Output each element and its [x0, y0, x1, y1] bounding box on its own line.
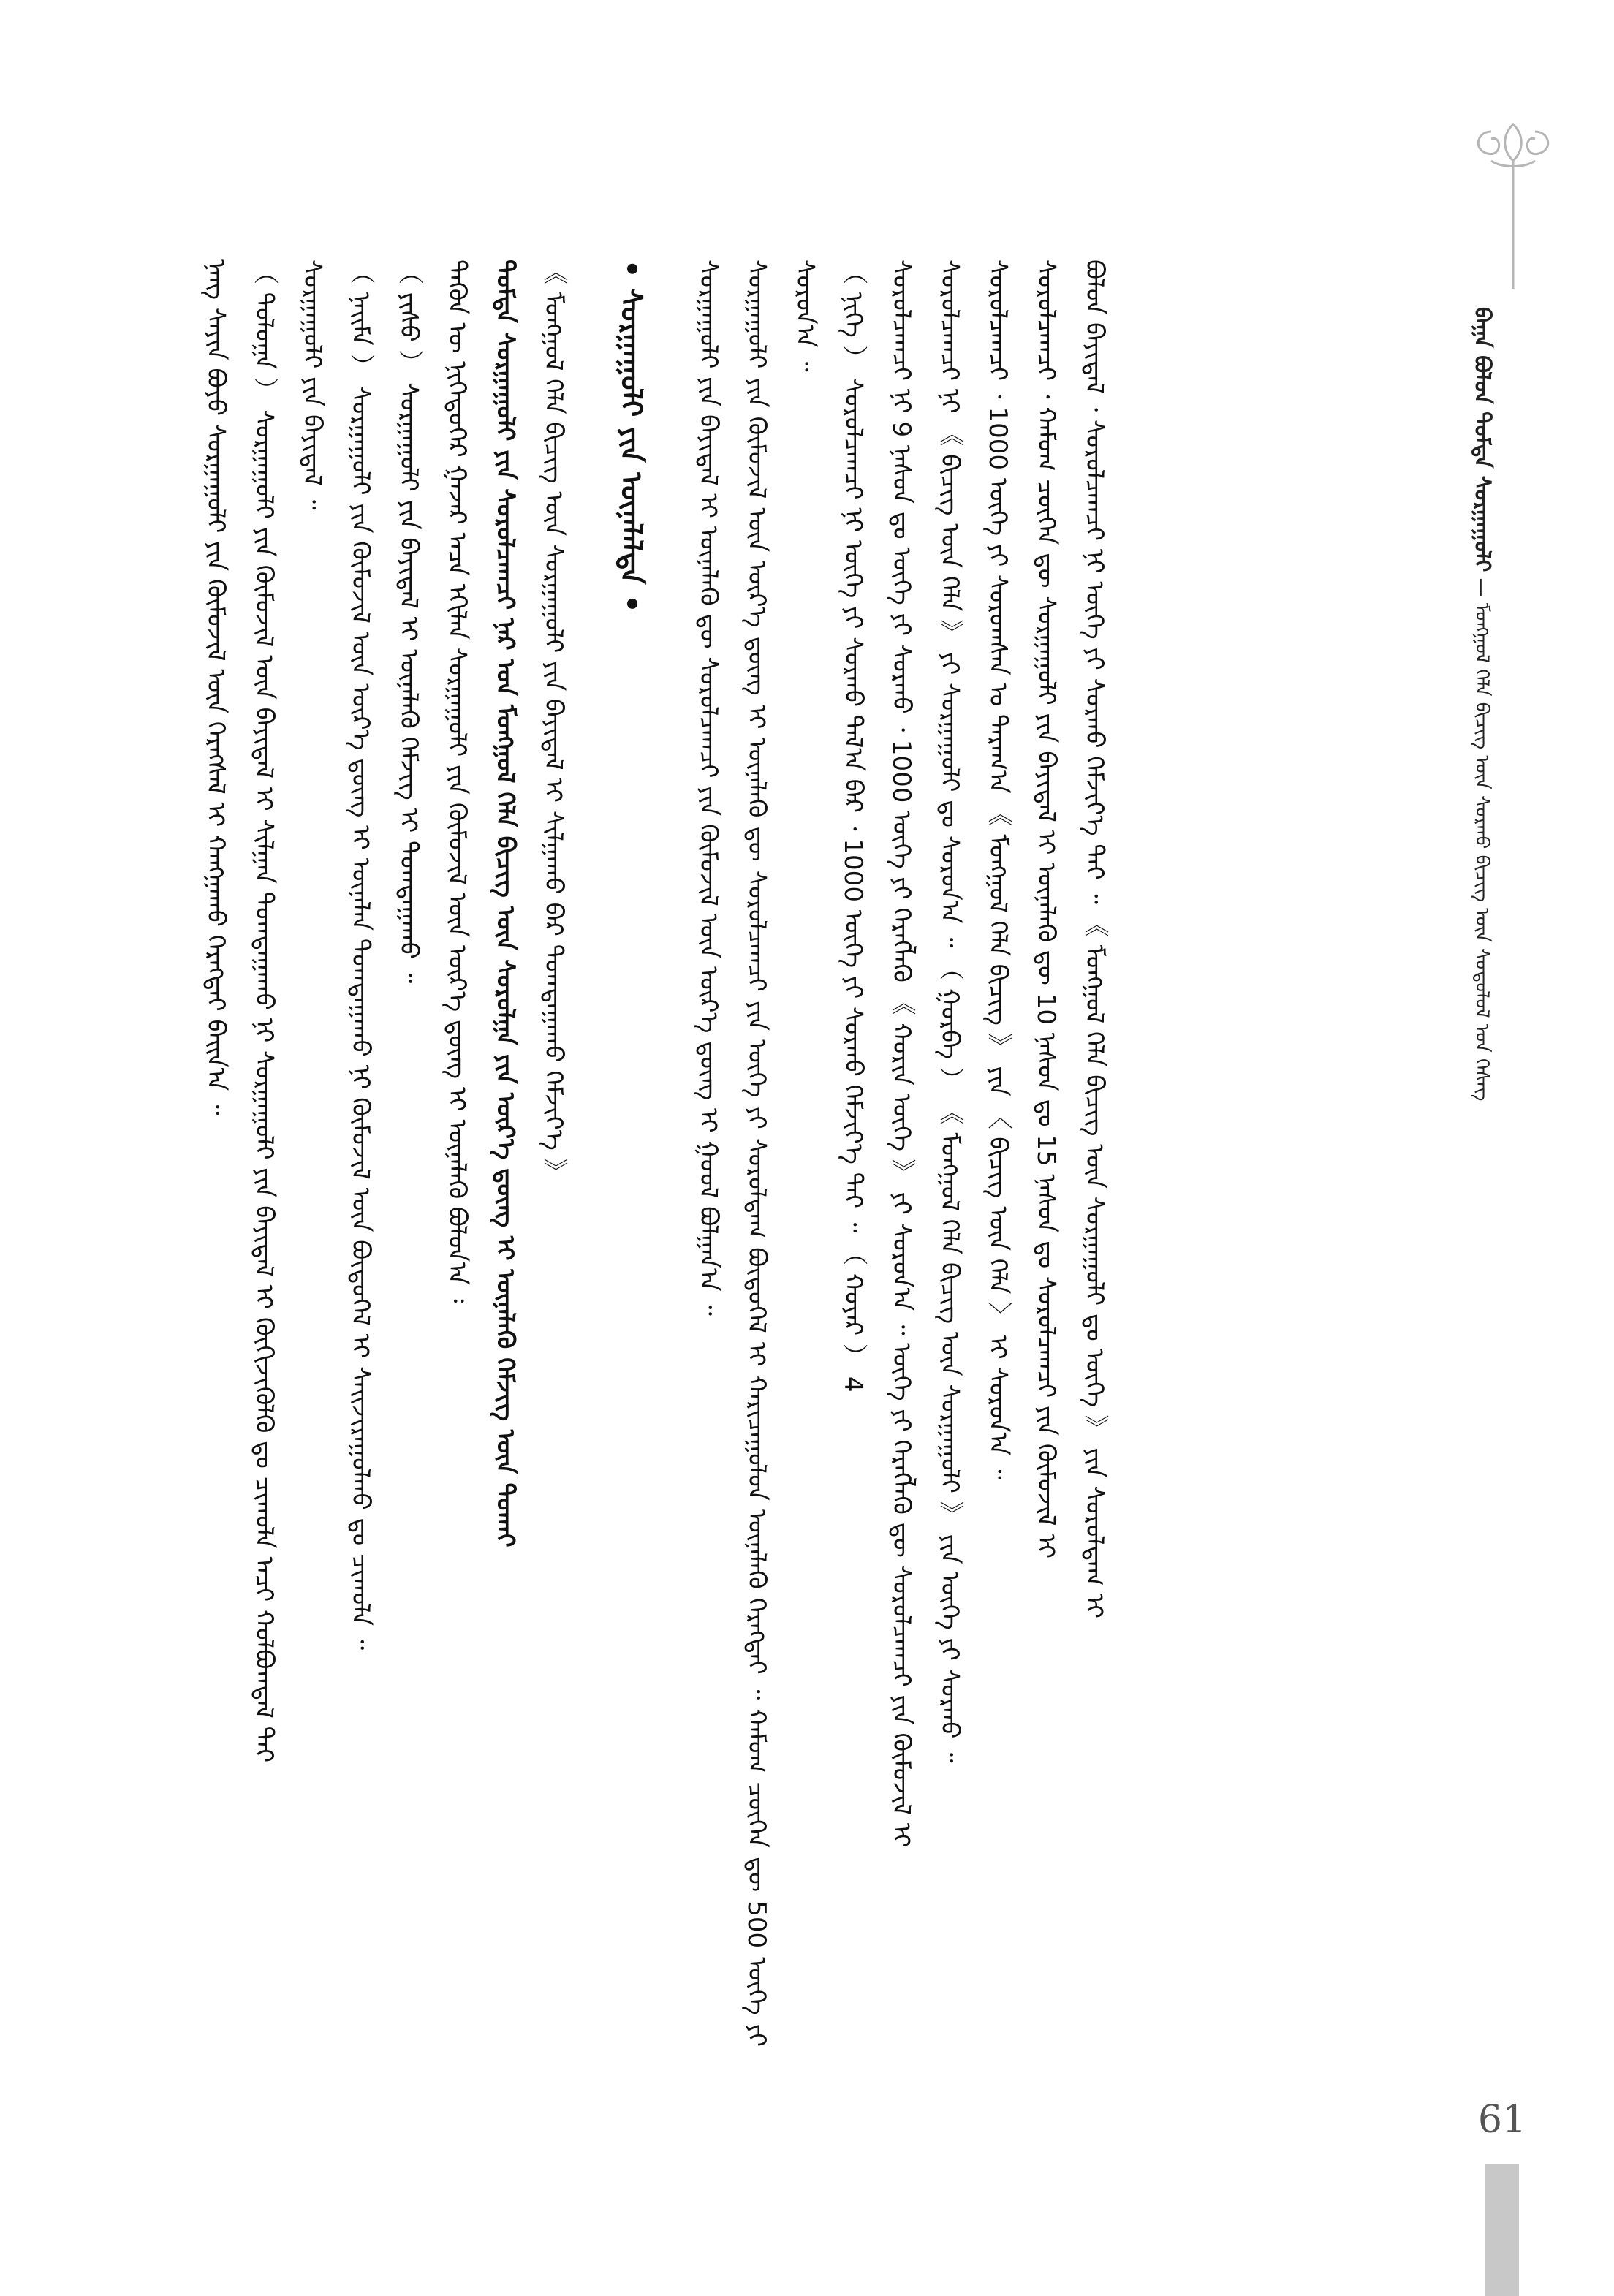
body-column: ᠪᠣᠯᠤᠨ ᠪᠠᠶᠢᠳᠠᠯ ᠂ ᠰᠤᠷᠤᠯᠴᠠᠭᠴᠢ ᠨᠢ ᠦᠭᠡ ᠶᠢ ᠰᠤᠷᠬᠤ ᠬᠡᠮᠵᠢᠶ᠎ᠡ ᠲᠠᠢ ᠃ 《 ᠮᠣᠩᠭᠣᠯ ᠬᠡᠯᠡ ᠪᠢᠴᠢᠭ᠌ ᠦᠨ ᠰᠤᠷᠭᠠᠭᠤᠯᠢ ᠳᠤ ᠦᠭᠡ 》 ᠶᠢᠨ ᠰᠤᠷᠤᠯᠳᠠᠭ ᠢ: [1080, 259, 1109, 1619]
body-column: 《 ᠮᠣᠩᠭᠣᠯ ᠬᠡᠯᠡ ᠪᠢᠴᠢᠭ᠌ ᠦᠨ ᠰᠤᠷᠭᠠᠭᠤᠯᠢ ᠶᠢᠨ ᠪᠠᠶᠢᠳᠠᠯ ᠢ ᠰᠢᠯᠭᠠᠬᠤ ᠪᠠᠷ ᠲᠣᠭᠲᠠᠭᠠᠬᠤ ᠬᠡᠮᠵᠢᠶ᠎ᠡ 》: [539, 259, 568, 1183]
body-column: ᠰᠤᠷᠤᠯᠴᠠᠭᠴᠢ ᠂ ᠬᠠᠮᠤᠭ ᠴᠥᠭᠡᠨ ᠳᠦ ᠰᠤᠷᠭᠠᠭᠤᠯᠢ ᠶᠢᠨ ᠪᠠᠶᠢᠳᠠᠯ ᠢ ᠦᠨᠡᠯᠡᠬᠦ ᠳᠦ 10 ᠨᠠᠰᠤᠨ ᠳᠤ 15 ᠨᠠᠰᠤᠨ ᠳᠤ ᠰᠤᠷᠤᠯᠴᠠᠭᠴᠢ ᠶᠢᠨ ᠬᠦᠮᠦᠵᠢᠯ ᠢ: [1031, 259, 1061, 1558]
body-text: [192, 259, 1427, 2047]
header-subtitle: — ᠮᠣᠩᠭᠣᠯ ᠬᠡᠯᠡ ᠪᠢᠴᠢᠭ᠌ ᠦᠨ ᠰᠤᠷᠬᠤ ᠪᠢᠴᠢᠭ᠌ ᠦᠨ ᠰᠤᠳᠤᠯᠤᠯ ᠤᠨ ᠬᠡᠰᠡᠭ: [1471, 577, 1493, 1102]
body-column: （ ᠳᠣᠯᠣᠭᠠ ） ᠰᠤᠷᠭᠠᠭᠤᠯᠢ ᠶᠢᠨ ᠬᠦᠮᠦᠵᠢᠯ ᠦᠨ ᠪᠠᠶᠢᠳᠠᠯ ᠢ ᠰᠢᠯᠭᠠᠨ ᠲᠣᠭᠲᠠᠭᠠᠬᠤ ᠨᠢ ᠰᠤᠷᠭᠠᠭᠤᠯᠢ ᠶᠢᠨ ᠪᠠᠶᠢᠳᠠᠯ ᠢ ᠬᠥᠬᠢᠵᠢᠭᠦᠯᠬᠦ ᠳᠤ ᠴᠢᠬᠤᠯᠠ ᠠᠴᠢ ᠬᠣᠯᠪᠣᠭᠳᠠᠯ ᠲᠠᠢ: [249, 259, 279, 1763]
body-column: ᠰᠤᠷᠤᠯᠴᠠᠭᠴᠢ ᠨᠢ 9 ᠨᠠᠰᠤᠨ ᠳᠤ ᠦᠭᠡ ᠶᠢ ᠰᠤᠷᠬᠤ ᠂ 1000 ᠦᠭᠡ ᠶᠢ ᠬᠡᠷᠡᠭᠯᠡᠬᠦ 《 ᠬᠣᠷᠢᠨ ᠦᠭᠡ 》 ᠶᠢ ᠰᠤᠷᠤᠨ᠎ᠠ ᠃ ᠦᠭᠡ ᠶᠢ ᠬᠡᠷᠡᠭᠯᠡᠬᠦ ᠳᠦ ᠰᠤᠷᠤᠯᠴᠠᠭᠴᠢ ᠶᠢᠨ ᠬᠦᠮᠦᠵᠢᠯ ᠢ: [887, 259, 916, 1848]
decorative-ornament: [1462, 117, 1564, 292]
body-column: ᠰᠤᠷᠭᠠᠭᠤᠯᠢ ᠶᠢᠨ ᠪᠠᠶᠢᠳᠠᠯ ᠢ ᠦᠨᠡᠯᠡᠬᠦ ᠳᠦ ᠰᠤᠷᠤᠯᠴᠠᠭᠴᠢ ᠶᠢᠨ ᠬᠦᠮᠦᠵᠢᠯ ᠦᠨ ᠦᠷ᠎ᠡ ᠳ᠋ᠦᠩ ᠢ ᠭᠣᠣᠯ ᠪᠣᠯᠭᠠᠨ᠎ᠠ ᠃: [694, 259, 723, 1316]
page-edge-tab: [1485, 2164, 1519, 2296]
page-number: 61: [1477, 2098, 1527, 2142]
body-column: （ ᠨᠠᠢᠮᠠ ） ᠰᠤᠷᠭᠠᠭᠤᠯᠢ ᠶᠢᠨ ᠬᠦᠮᠦᠵᠢᠯ ᠦᠨ ᠦᠷ᠎ᠡ ᠳ᠋ᠦᠩ ᠢ ᠦᠨᠡᠯᠡᠨ ᠲᠣᠭᠲᠠᠭᠠᠬᠤ ᠨᠢ ᠬᠦᠮᠦᠵᠢᠯ ᠦᠨ ᠪᠦᠲᠦᠭᠡᠯ ᠢ ᠰᠠᠢᠵᠢᠷᠠᠭᠤᠯᠬᠤ ᠳᠤ ᠴᠢᠬᠤᠯᠠ ᠃: [346, 259, 375, 1651]
running-header: [1469, 307, 1520, 1279]
body-column: ᠰᠤᠷᠤᠯᠴᠠᠭᠴᠢ ᠂ 1000 ᠦᠭᠡ ᠶᠢ ᠰᠤᠷᠤᠭᠰᠠᠨ ᠤ ᠳᠠᠷᠠᠭ᠎ᠠ 《 ᠮᠣᠩᠭᠣᠯ ᠬᠡᠯᠡ ᠪᠢᠴᠢᠭ᠌ 》 ᠶᠢᠨ 〈 ᠪᠢᠴᠢᠭ᠌ ᠦᠨ ᠬᠡᠯᠡ 〉 ᠢ ᠰᠤᠷᠤᠨ᠎ᠠ ᠃: [983, 259, 1012, 1480]
body-column: （ ᠨᠢᠭᠡ ） ᠰᠤᠷᠤᠯᠴᠠᠭᠴᠢ ᠨᠢ ᠦᠭᠡ ᠶᠢ ᠰᠤᠷᠬᠤ ᠲᠠᠯ᠎ᠠ ᠪᠠᠷ ᠂ 1000 ᠦᠭᠡ ᠶᠢ ᠰᠤᠷᠬᠤ ᠬᠡᠮᠵᠢᠶ᠎ᠡ ᠲᠠᠢ ᠃ （ ᠬᠣᠶᠠᠷ ） 4: [838, 259, 868, 1393]
section-heading: • ᠰᠤᠷᠭᠠᠭᠤᠯᠢ ᠶᠢᠨ ᠦᠨᠡᠯᠡᠯᠲᠡ •: [614, 259, 648, 613]
body-column: ᠰᠤᠷᠭᠠᠭᠤᠯᠢ ᠶᠢᠨ ᠪᠠᠶᠢᠳᠠᠯ ᠃: [298, 259, 327, 510]
body-column: ᠨᠡᠩ ᠰᠠᠶᠢᠨ ᠪᠤᠶᠤ ᠰᠤᠷᠭᠠᠭᠤᠯᠢ ᠶᠢᠨ ᠬᠦᠮᠦᠵᠢᠯ ᠦᠨ ᠬᠡᠷᠡᠭᠰᠡᠯ ᠢ ᠬᠠᠩᠭᠠᠬᠤ ᠬᠡᠷᠡᠭᠲᠡᠢ ᠪᠠᠢᠨ᠎ᠠ ᠃: [201, 259, 230, 1115]
body-column-bold: ᠳᠤᠮᠳᠠ ᠰᠤᠷᠭᠠᠭᠤᠯᠢ ᠶᠢᠨ ᠰᠤᠷᠤᠯᠴᠠᠭᠴᠢ ᠨᠠᠷ ᠤᠨ ᠮᠣᠩᠭᠣᠯ ᠬᠡᠯᠡ ᠪᠢᠴᠢᠭ᠌ ᠦᠨ ᠰᠤᠷᠤᠯᠭᠠ ᠶᠢᠨ ᠦᠷ᠎ᠡ ᠳ᠋ᠦᠩ ᠢ ᠦᠨᠡᠯᠡᠬᠦ ᠬᠡᠮᠵᠢᠭ᠌ ᠦᠨ ᠲᠤᠬᠠᠢ: [490, 259, 520, 1547]
body-column: ᠰᠤᠷᠭᠠᠭᠤᠯᠢ ᠶᠢᠨ ᠬᠦᠮᠦᠵᠢᠯ ᠦᠨ ᠦᠷ᠎ᠡ ᠳ᠋ᠦᠩ ᠢ ᠦᠨᠡᠯᠡᠬᠦ ᠳᠦ ᠰᠤᠷᠤᠯᠴᠠᠭᠴᠢ ᠶᠢᠨ ᠦᠭᠡ ᠶᠢ ᠰᠤᠷᠤᠯᠳᠠᠭ ᠪᠦᠲᠦᠭᠡᠯ ᠢ ᠬᠠᠷᠢᠴᠠᠭᠤᠯᠤᠨ ᠦᠨᠡᠯᠡᠬᠦ ᠬᠡᠷᠡᠭᠲᠡᠢ ᠃ ᠬᠠᠮᠤᠭ ᠴᠥᠭᠡᠨ ᠳᠦ 500 ᠦᠭᠡ ᠶᠢ ᠰᠤᠷᠤᠨ᠎ᠠ ᠃: [742, 259, 819, 2047]
body-column: ᠲᠡᠭᠦᠨ ᠦ ᠨᠢᠭᠡᠳᠦᠭᠡᠷ ᠭᠠᠵᠠᠷ ᠠᠴᠠ ᠡᠬᠢᠯᠡᠨ ᠰᠤᠷᠭᠠᠭᠤᠯᠢ ᠶᠢᠨ ᠬᠦᠮᠦᠵᠢᠯ ᠦᠨ ᠦᠷ᠎ᠡ ᠳ᠋ᠦᠩ ᠢ ᠦᠨᠡᠯᠡᠬᠦ ᠪᠣᠯᠣᠨ᠎ᠠ ᠄: [442, 259, 471, 1303]
body-column: （ ᠶᠢᠰᠦ ） ᠰᠤᠷᠭᠠᠭᠤᠯᠢ ᠶᠢᠨ ᠪᠠᠶᠢᠳᠠᠯ ᠢ ᠦᠨᠡᠯᠡᠬᠦ ᠬᠡᠮᠵᠢᠭ᠌ ᠢ ᠲᠣᠭᠲᠠᠭᠠᠬᠤ ᠃: [394, 259, 423, 984]
body-column: ᠰᠤᠷᠤᠯᠴᠠᠭᠴᠢ ᠨᠢ 《 ᠪᠢᠴᠢᠭ᠌ ᠦᠨ ᠬᠡᠯᠡ 》 ᠶᠢ ᠰᠤᠷᠭᠠᠭᠤᠯᠢ ᠳᠤ ᠰᠤᠷᠤᠨ᠎ᠠ ᠃ （ ᠭᠤᠷᠪᠠ ） 《 ᠮᠣᠩᠭᠣᠯ ᠬᠡᠯᠡ ᠪᠢᠴᠢᠭ᠌ ᠦᠨ ᠰᠤᠷᠭᠠᠭᠤᠯᠢ 》 ᠶᠢᠨ ᠦᠭᠡ ᠶᠢ ᠰᠤᠷᠬᠤ ᠃: [935, 259, 964, 1763]
header-section-title: ᠪᠠᠭᠠ ᠪᠣᠯᠤᠨ ᠳᠤᠮᠳᠠ ᠰᠤᠷᠭᠠᠭᠤᠯᠢ: [1469, 307, 1495, 572]
